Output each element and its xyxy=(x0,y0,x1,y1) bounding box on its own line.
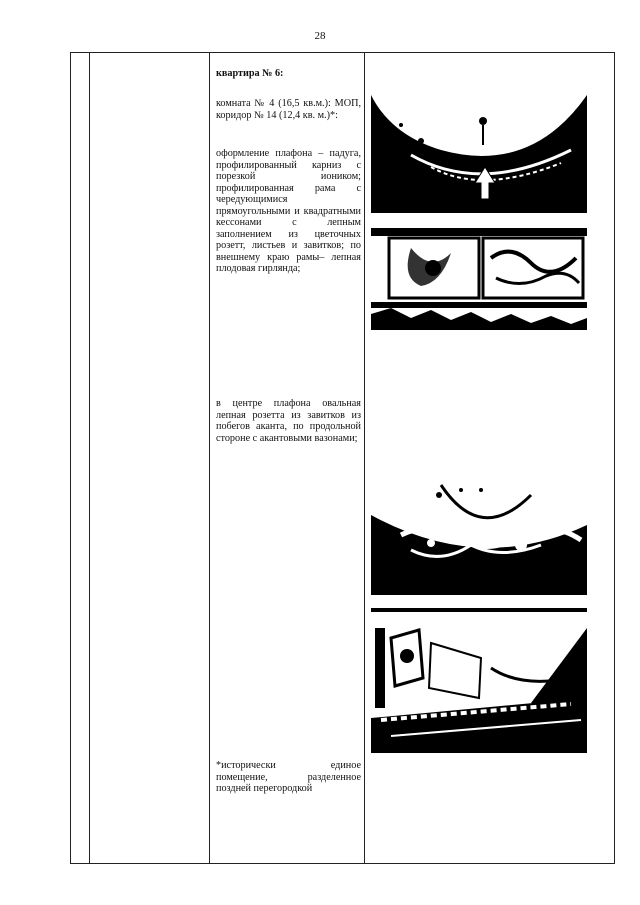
ceiling-arrow-photo xyxy=(371,55,587,213)
frieze-detail-photo xyxy=(371,228,587,330)
description-rooms: комната № 4 (16,5 кв.м.): МОП, коридор № 14 (12,4 кв. м.)*: xyxy=(216,98,361,121)
description-footnote: *исторически единое помещение, разделенное поздней перегородкой xyxy=(216,760,361,794)
description-center: в центре плафона овальная лепная розетта из завитков из побегов аканта, по продольной стороне с акантовыми вазонами; xyxy=(216,398,361,444)
description-heading: квартира № 6: xyxy=(216,68,284,79)
oval-rosette-photo xyxy=(371,345,587,595)
column-divider xyxy=(209,53,210,863)
coffer-corner-photo xyxy=(371,608,587,753)
page-number: 28 xyxy=(314,30,326,42)
description-decor: оформление плафона – падуга, профилированный карниз с порезкой иоником; профилированная рама с чередующимися прямоугольными и квадратными кессонами с лепным заполнением из цветочных розетт, листьев и завитков; по внешнему краю рамы– лепная плодовая гирлянда; xyxy=(216,148,361,274)
column-divider xyxy=(364,53,365,863)
column-divider xyxy=(89,53,90,863)
